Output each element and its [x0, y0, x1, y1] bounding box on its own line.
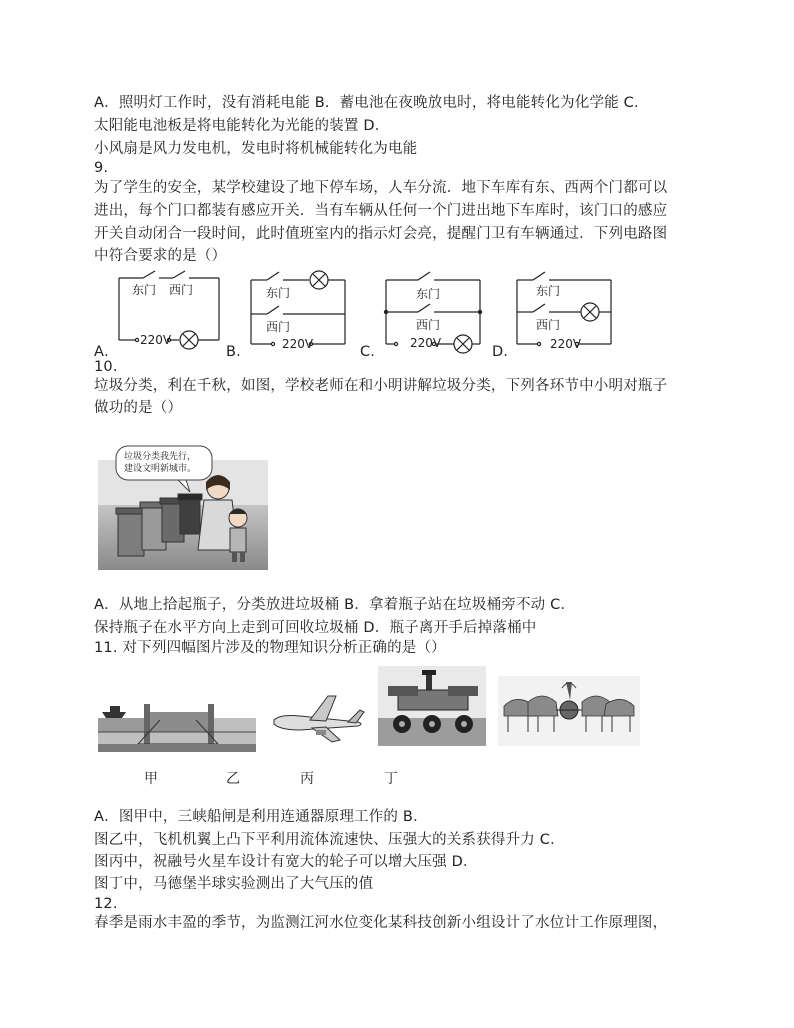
circuit-a-west-label: 西门 [169, 283, 194, 297]
figure-ship-lock [98, 690, 256, 752]
figure-mars-rover [378, 666, 486, 746]
q11-line-1: 11. 对下列四幅图片涉及的物理知识分析正确的是（） [94, 640, 446, 656]
q8-line-3: 小风扇是风力发电机，发电时将机械能转化为电能 [94, 141, 418, 157]
q10-line-4: 保持瓶子在水平方向上走到可回收垃圾桶 D．瓶子离开手后掉落桶中 [94, 620, 537, 636]
q10-line-3: A．从地上拾起瓶子，分类放进垃圾桶 B．拿着瓶子站在垃圾桶旁不动 C． [94, 597, 576, 613]
q8-line-2: 太阳能电池板是将电能转化为光能的装置 D． [94, 118, 390, 134]
circuit-c-west-label: 西门 [416, 318, 441, 332]
q9-line-1: 为了学生的安全，某学校建设了地下停车场，人车分流．地下车库有东、西两个门都可以 [94, 180, 668, 196]
sign-text-line-2: 建设文明新城市。 [124, 464, 197, 474]
q11-line-3: 图乙中，飞机机翼上凸下平利用流体流速快、压强大的关系获得升力 C． [94, 832, 565, 848]
caption-bing: 丙 [300, 771, 314, 787]
q9-option-d: D． [492, 344, 519, 360]
q10-line-2: 做功的是（） [94, 400, 183, 416]
q10-line-1: 垃圾分类，利在千秋，如图，学校老师在和小明讲解垃圾分类，下列各环节中小明对瓶子 [94, 378, 668, 394]
figure-airplane [270, 690, 366, 746]
q8-line-1: A．照明灯工作时，没有消耗电能 B．蓄电池在夜晚放电时，将电能转化为化学能 C． [94, 95, 649, 111]
q9-line-4: 中符合要求的是（） [94, 248, 227, 264]
q9-option-a: A． [94, 344, 119, 360]
q12-line-1: 春季是雨水丰盈的季节，为监测江河水位变化某科技创新小组设计了水位计工作原理图， [94, 915, 668, 931]
circuit-a-voltage: 220V [140, 333, 172, 347]
q9-number: 9. [94, 160, 109, 176]
sign-text-line-1: 垃圾分类我先行， [124, 452, 197, 462]
circuit-d-east-label: 东门 [536, 284, 561, 298]
circuit-b-voltage: 220V [282, 337, 314, 351]
circuit-d-west-label: 西门 [536, 318, 561, 332]
caption-jia: 甲 [144, 771, 158, 787]
q12-number: 12. [94, 896, 118, 912]
circuit-b-east-label: 东门 [266, 286, 291, 300]
circuit-b-west-label: 西门 [266, 320, 291, 334]
circuit-c-east-label: 东门 [416, 287, 441, 301]
circuit-c-voltage: 220V [410, 336, 442, 350]
q9-option-b: B． [226, 344, 251, 360]
q11-line-2: A．图甲中，三峡船闸是利用连通器原理工作的 B． [94, 809, 428, 825]
figure-magdeburg-hemispheres [498, 676, 640, 746]
q11-line-5: 图丁中，马德堡半球实验测出了大气压的值 [94, 876, 374, 892]
q10-number: 10. [94, 359, 118, 375]
circuit-a-east-label: 东门 [132, 283, 157, 297]
q9-line-3: 开关自动闭合一段时间，此时值班室内的指示灯会亮，提醒门卫有车辆通过．下列电路图 [94, 226, 668, 242]
circuit-d-voltage: 220V [550, 337, 582, 351]
q9-line-2: 进出，每个门口都装有感应开关．当有车辆从任何一个门进出地下车库时，该门口的感应 [94, 203, 668, 219]
caption-ding: 丁 [384, 771, 398, 787]
q9-option-c: C． [360, 344, 386, 360]
caption-yi: 乙 [226, 771, 240, 787]
q11-line-4: 图丙中，祝融号火星车设计有宽大的轮子可以增大压强 D． [94, 854, 478, 870]
